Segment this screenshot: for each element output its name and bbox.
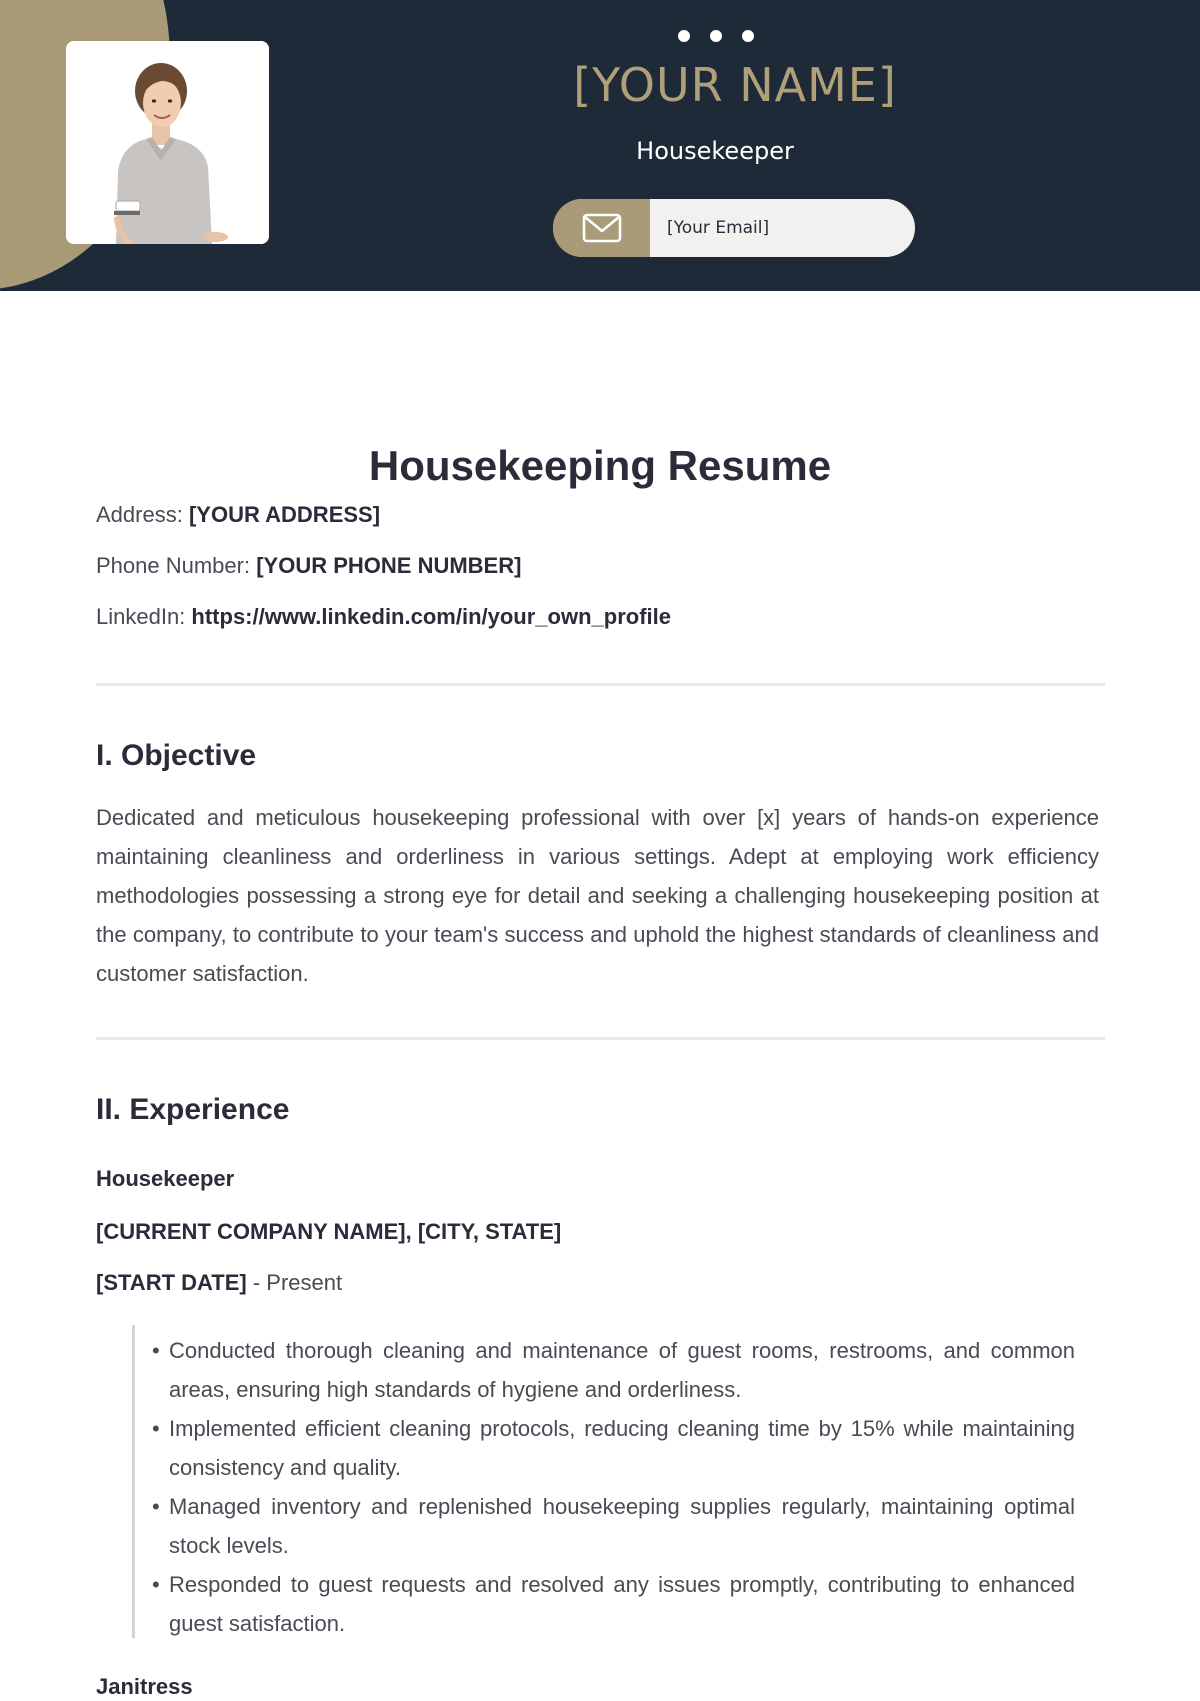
job-role: Janitress <box>96 1674 193 1699</box>
divider <box>96 683 1105 686</box>
address-line <box>96 502 380 528</box>
list-item: • Conducted thorough cleaning and maintenance of guest rooms, restrooms, and common areas, ensuring high standards of hygiene and orderliness. <box>169 1331 1075 1409</box>
linkedin-label: LinkedIn: <box>96 604 186 629</box>
phone-label: Phone Number: <box>96 553 251 578</box>
linkedin-link[interactable]: https://www.linkedin.com/in/your_own_profile <box>191 604 671 629</box>
phone-line <box>96 553 521 579</box>
objective-text: Dedicated and meticulous housekeeping professional with over [x] years of hands-on experience maintaining cleanliness and orderliness in various settings. Adept at employing work efficiency methodologies possessing a strong eye for detail and seeking a challenging housekeeping position at the company, to contribute to your team's success and uphold the highest standards of cleanliness and customer satisfaction. <box>96 805 1099 986</box>
document-title: Housekeeping Resume <box>368 442 832 489</box>
envelope-icon <box>553 199 650 257</box>
dot <box>710 30 722 42</box>
job-bullets <box>132 1325 1075 1638</box>
dot <box>742 30 754 42</box>
resume-header <box>0 0 1200 291</box>
dot <box>678 30 690 42</box>
job-company: [CURRENT COMPANY NAME], [CITY, STATE] <box>96 1219 562 1244</box>
email-value: [Your Email] <box>667 218 770 238</box>
applicant-name: [YOUR NAME] <box>573 58 897 112</box>
list-item: • Implemented efficient cleaning protocols, reducing cleaning time by 15% while maintaining consistency and quality. <box>169 1409 1075 1487</box>
applicant-title: Housekeeper <box>636 137 794 165</box>
linkedin-line <box>96 604 671 630</box>
email-contact[interactable] <box>553 199 915 257</box>
person-illustration <box>66 41 269 244</box>
phone-value: [YOUR PHONE NUMBER] <box>256 553 522 578</box>
job-dates <box>96 1270 342 1296</box>
objective-heading: I. Objective <box>96 739 257 772</box>
address-label: Address: <box>96 502 183 527</box>
list-item: • Managed inventory and replenished housekeeping supplies regularly, maintaining optimal stock levels. <box>169 1487 1075 1565</box>
divider <box>96 1037 1105 1040</box>
job-end-date: - Present <box>246 1270 343 1295</box>
job-role: Housekeeper <box>96 1166 235 1191</box>
list-item: • Responded to guest requests and resolved any issues promptly, contributing to enhanced guest satisfaction. <box>169 1565 1075 1643</box>
address-value: [YOUR ADDRESS] <box>188 502 381 527</box>
job-start-date: [START DATE] <box>96 1270 247 1295</box>
decorative-dots <box>678 30 754 42</box>
envelope-icon-svg <box>582 213 622 243</box>
experience-heading: II. Experience <box>96 1093 290 1126</box>
profile-photo <box>66 41 269 244</box>
